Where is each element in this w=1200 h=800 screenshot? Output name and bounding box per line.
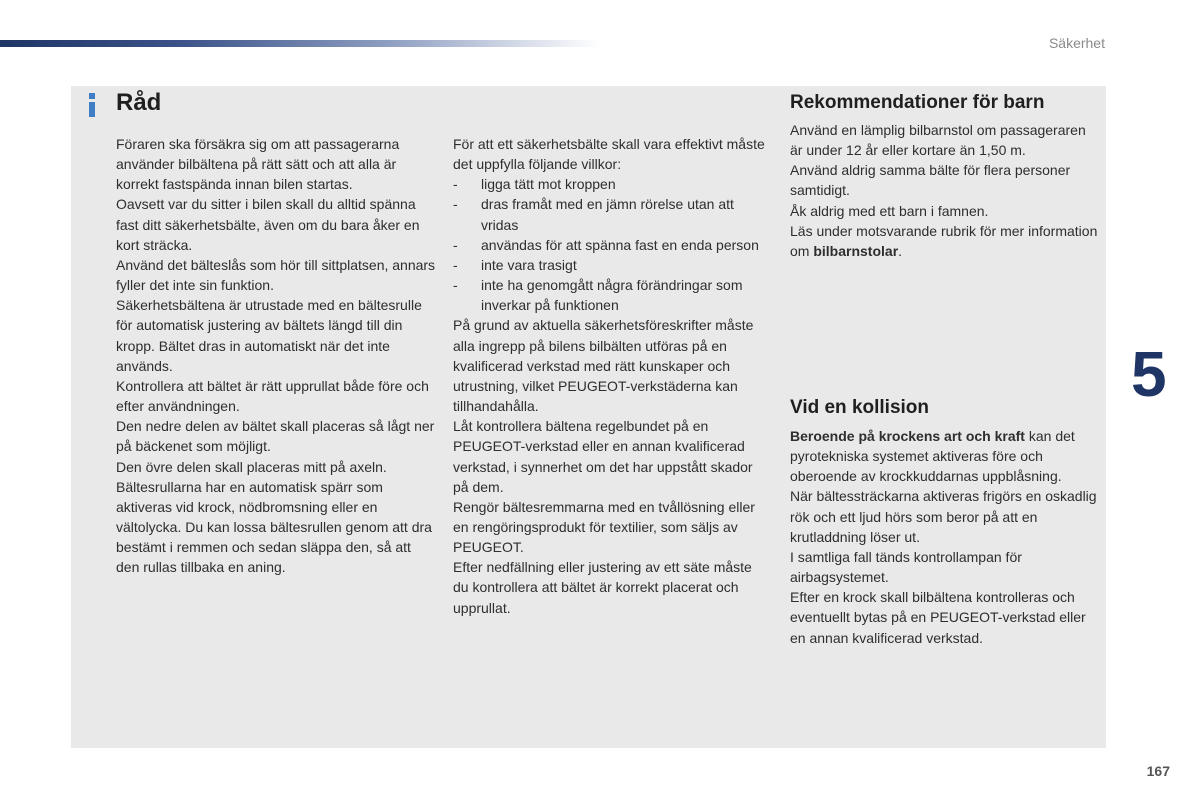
advice-column-2 (453, 134, 771, 618)
paragraph: Bältesrullarna har en automatisk spärr som aktiveras vid krock, nödbromsning eller en vältolycka. Du kan lossa bältesrullen genom att dra bestämt i remmen och sedan släppa den, så att den rullas tillbaka en aning. (116, 478, 432, 576)
paragraph: Efter en krock skall bilbältena kontrolleras och eventuellt bytas på en PEUGEOT-verkstad eller en annan kvalificerad verkstad. (790, 589, 1086, 646)
paragraph: När bältessträckarna aktiveras frigörs en oskadlig rök och ett ljud hörs som beror på att en krutladdning löser ut. (790, 488, 1097, 545)
paragraph: På grund av aktuella säkerhetsföreskrifter måste alla ingrepp på bilens bilbälten utföras på en kvalificerad verkstad med rätt kunskaper och utrustning, vilket PEUGEOT-verkstäderna kan tillhandahålla. (453, 317, 754, 415)
paragraph: Oavsett var du sitter i bilen skall du alltid spänna fast ditt säkerhetsbälte, även om du bara åker en kort sträcka. (116, 196, 420, 253)
paragraph: Kontrollera att bältet är rätt upprullat både före och efter användningen. (116, 377, 429, 415)
page-number: 167 (1146, 763, 1170, 779)
chapter-number: 5 (1131, 338, 1167, 410)
bold-term: bilbarnstolar (813, 242, 899, 259)
list-item: - inte vara trasigt (453, 256, 577, 273)
paragraph: Efter nedfällning eller justering av ett säte måste du kontrollera att bältet är korrekt placerat och upprullat. (453, 559, 752, 616)
collision-text (790, 426, 1100, 648)
children-text (790, 120, 1100, 261)
paragraph: Använd en lämplig bilbarnstol om passageraren är under 12 år eller kortare än 1,50 m. (790, 122, 1086, 159)
paragraph: Den övre delen skall placeras mitt på axeln. (116, 458, 387, 475)
paragraph: Åk aldrig med ett barn i famnen. (790, 202, 989, 219)
paragraph: Läs under motsvarande rubrik för mer information om bilbarnstolar. (790, 222, 1098, 259)
paragraph: Låt kontrollera bältena regelbundet på en PEUGEOT-verkstad eller en annan kvalificerad verkstad, i synnerhet om det har uppstått skador på dem. (453, 418, 753, 495)
bold-term: Beroende på krockens art och kraft (790, 428, 1025, 444)
advice-title: Råd (116, 89, 162, 116)
header-gradient-bar (0, 40, 600, 47)
children-heading: Rekommendationer för barn (790, 92, 1045, 113)
collision-heading: Vid en kollision (790, 397, 930, 418)
paragraph: Föraren ska försäkra sig om att passagerarna använder bilbältena på rätt sätt och att alla är korrekt fastspända innan bilen startas. (116, 136, 400, 193)
list-item: - ligga tätt mot kroppen (453, 176, 616, 193)
list-item: - inte ha genomgått några förändringar som inverkar på funktionen (453, 277, 743, 314)
paragraph: För att ett säkerhetsbälte skall vara effektivt måste det uppfylla följande villkor: (453, 136, 765, 173)
paragraph: Använd det bälteslås som hör till sittplatsen, annars fyller det inte sin funktion. (116, 256, 436, 294)
paragraph: Rengör bältesremmarna med en tvållösning eller en rengöringsprodukt för textilier, som säljs av PEUGEOT. (453, 498, 755, 556)
paragraph: I samtliga fall tänds kontrollampan för airbagsystemet. (790, 548, 1022, 586)
list-item: - dras framåt med en jämn rörelse utan att vridas (453, 196, 734, 233)
info-icon (88, 93, 96, 117)
paragraph: Använd aldrig samma bälte för flera personer samtidigt. (790, 162, 1071, 199)
paragraph: Beroende på krockens art och kraft kan det pyrotekniska systemet aktiveras före och oberoende av krockkuddarnas uppblåsning. (790, 428, 1075, 485)
paragraph: Den nedre delen av bältet skall placeras så lågt ner på bäckenet som möjligt. (116, 418, 435, 455)
list-item: - användas för att spänna fast en enda person (453, 236, 759, 253)
advice-column-1 (116, 134, 436, 577)
paragraph: Säkerhetsbältena är utrustade med en bältesrulle för automatisk justering av bältets längd till din kropp. Bältet dras in automatiskt när det inte används. (116, 297, 422, 374)
section-title: Säkerhet (1048, 35, 1105, 51)
